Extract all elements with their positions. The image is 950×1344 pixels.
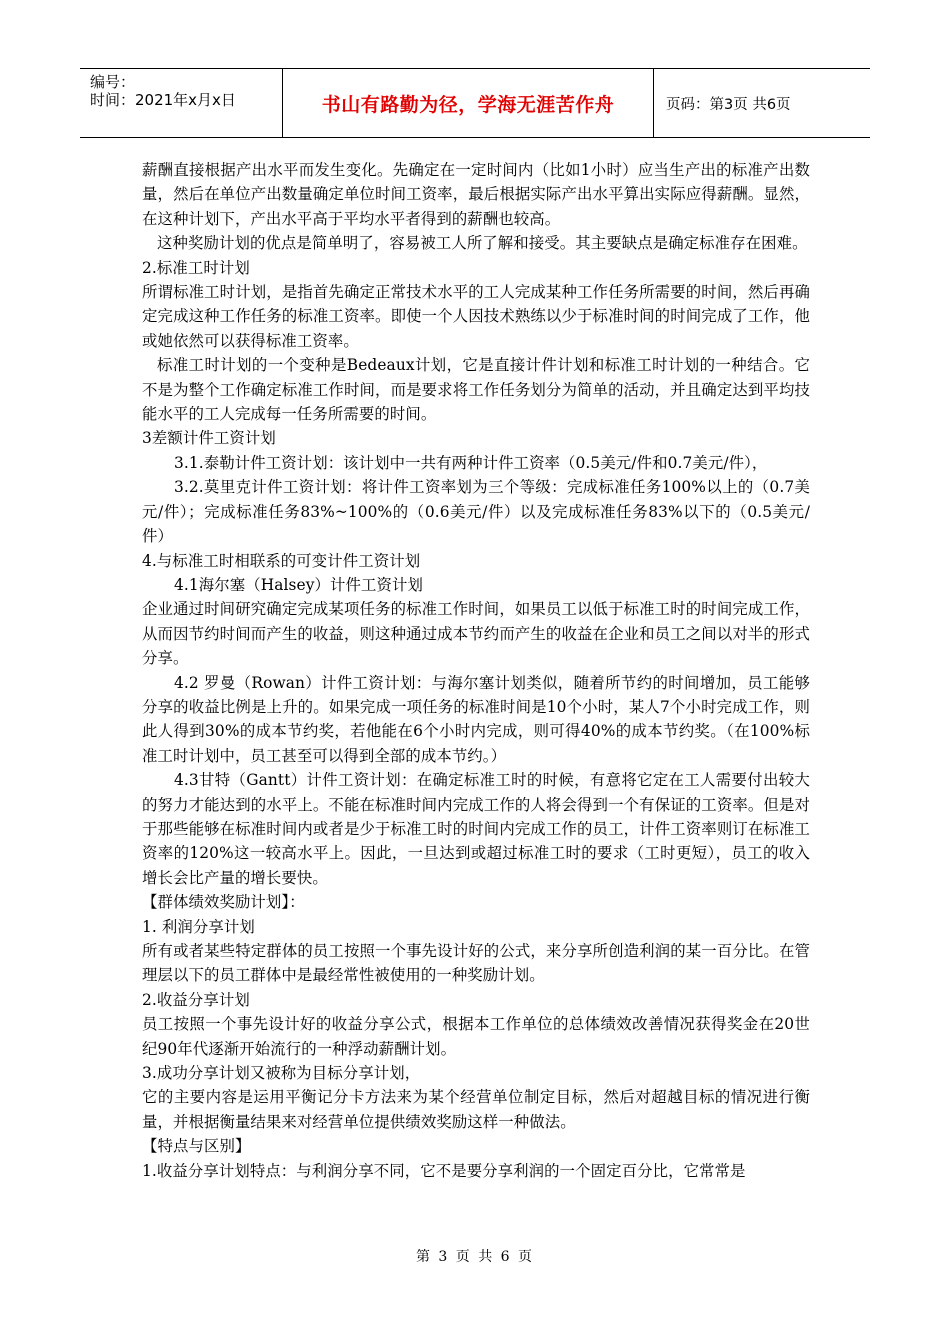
header-motto: 书山有路勤为径，学海无涯苦作舟 — [321, 93, 615, 116]
paragraph: 4.3甘特（Gantt）计件工资计划：在确定标准工时的时候，有意将它定在工人需要付出较大的努力才能达到的水平上。不能在标准时间内完成工作的人将会得到一个有保证的工资率。但是对于那些能够在标准时间内或者是少于标准工时的时间内完成工作的员工，计件工资率则订在标准工资率的120%这一较高水平上。因此，一旦达到或超过标准工时的要求（工时更短），员工的收入增长会比产量的增长要快。 — [142, 771, 810, 887]
document-body — [142, 158, 810, 1183]
paragraph: 所谓标准工时计划，是指首先确定正常技术水平的工人完成某种工作任务所需要的时间，然后再确定完成这种工作任务的标准工资率。即使一个人因技术熟练以少于标准时间的时间完成了工作，他或她依然可以获得标准工资率。 — [142, 283, 810, 350]
paragraph: 所有或者某些特定群体的员工按照一个事先设计好的公式，来分享所创造利润的某一百分比。在管理层以下的员工群体中是最经常性被使用的一种奖励计划。 — [142, 942, 810, 985]
header-page-indicator: 页码：第3页 共6页 — [666, 96, 791, 113]
document-date-label: 时间：2021年x月x日 — [90, 91, 236, 109]
paragraph: 它的主要内容是运用平衡记分卡方法来为某个经营单位制定目标，然后对超越目标的情况进行衡量，并根据衡量结果来对经营单位提供绩效奖励这样一种做法。 — [142, 1088, 810, 1131]
page-footer: 第 3 页 共 6 页 — [415, 1249, 535, 1265]
section-heading: 【特点与区别】 — [142, 1137, 251, 1156]
subsection-heading: 4.1海尔塞（Halsey）计件工资计划 — [174, 575, 423, 594]
header-table — [80, 68, 870, 138]
paragraph: 3.2.莫里克计件工资计划：将计件工资率划为三个等级：完成标准任务100%以上的（0.7美元/件）；完成标准任务83%~100%的（0.6美元/件）以及完成标准任务83%以下的（0.5美元/件） — [142, 478, 810, 546]
section-heading: 2.标准工时计划 — [142, 258, 250, 277]
paragraph: 薪酬直接根据产出水平而发生变化。先确定在一定时间内（比如1小时）应当生产出的标准产出数量，然后在单位产出数量确定单位时间工资率，最后根据实际产出水平算出实际应得薪酬。显然，在这种计划下，产出水平高于平均水平者得到的薪酬也较高。 — [142, 161, 810, 228]
paragraph: 企业通过时间研究确定完成某项任务的标准工作时间，如果员工以低于标准工时的时间完成工作，从而因节约时间而产生的收益，则这种通过成本节约而产生的收益在企业和员工之间以对半的形式分享。 — [142, 600, 810, 668]
paragraph: 1.收益分享计划特点：与利润分享不同，它不是要分享利润的一个固定百分比，它常常是 — [142, 1161, 746, 1180]
document-number-label: 编号： — [90, 73, 136, 91]
section-heading: 【群体绩效奖励计划】： — [142, 893, 305, 912]
paragraph: 员工按照一个事先设计好的收益分享公式，根据本工作单位的总体绩效改善情况获得奖金在20世纪90年代逐渐开始流行的一种浮动薪酬计划。 — [142, 1015, 810, 1058]
header-page-cell — [654, 69, 870, 137]
paragraph: 这种奖励计划的优点是简单明了，容易被工人所了解和接受。其主要缺点是确定标准存在困难。 — [157, 234, 808, 253]
header-meta-cell — [80, 69, 283, 137]
section-heading: 3.成功分享计划又被称为目标分享计划， — [142, 1064, 421, 1083]
section-heading: 2.收益分享计划 — [142, 990, 250, 1009]
section-heading: 1. 利润分享计划 — [142, 917, 255, 936]
header-motto-cell — [283, 69, 654, 137]
paragraph: 标准工时计划的一个变种是Bedeaux计划，它是直接计件计划和标准工时计划的一种结合。它不是为整个工作确定标准工作时间，而是要求将工作任务划分为简单的活动，并且确定达到平均技能水平的工人完成每一任务所需要的时间。 — [142, 356, 810, 424]
section-heading: 3差额计件工资计划 — [142, 429, 276, 448]
paragraph: 4.2 罗曼（Rowan）计件工资计划：与海尔塞计划类似，随着所节约的时间增加，员工能够分享的收益比例是上升的。如果完成一项任务的标准时间是10个小时，某人7个小时完成工作，则此人得到30%的成本节约奖，若他能在6个小时内完成，则可得40%的成本节约奖。（在100%标准工时计划中，员工甚至可以得到全部的成本节约。） — [142, 673, 810, 765]
section-heading: 4.与标准工时相联系的可变计件工资计划 — [142, 551, 421, 570]
paragraph: 3.1.泰勒计件工资计划：该计划中一共有两种计件工资率（0.5美元/件和0.7美元/件）， — [174, 453, 768, 472]
